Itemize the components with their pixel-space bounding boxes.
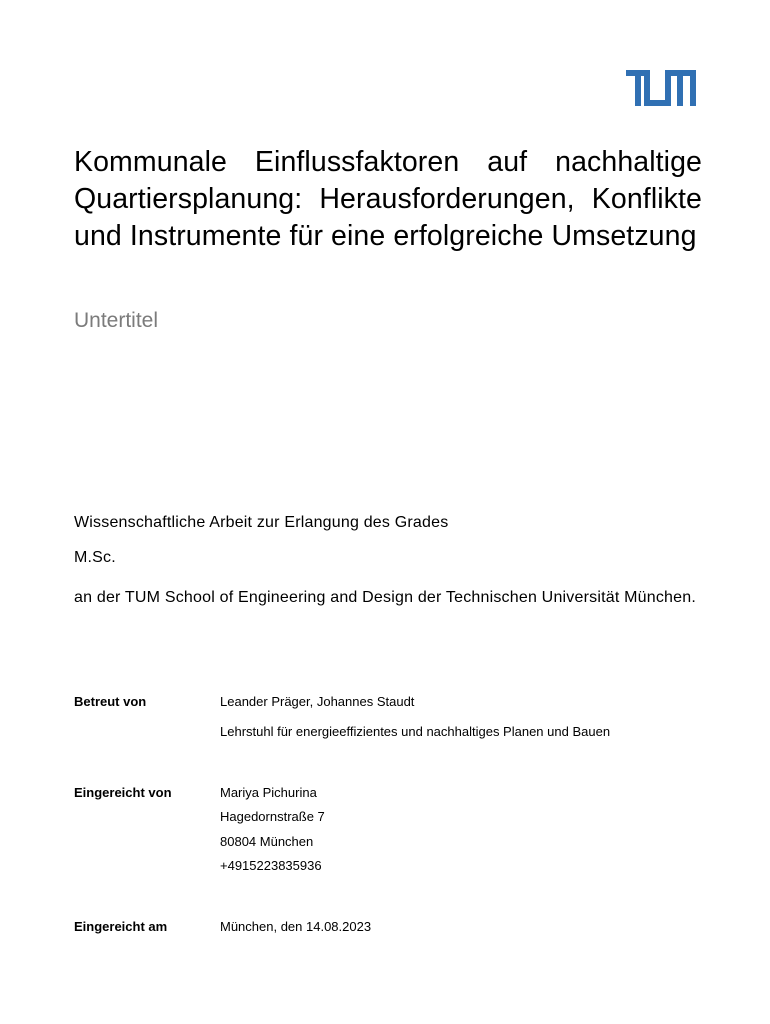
submission-date: München, den 14.08.2023 — [220, 919, 372, 934]
author-street: Hagedornstraße 7 — [220, 809, 325, 824]
supervision-label: Betreut von — [74, 694, 147, 709]
thesis-title: Kommunale Einflussfaktoren auf nachhaltige Quartiersplanung: Herausforderungen, Konflikte und Instrumente für eine erfolgreiche Umsetzung — [74, 146, 702, 252]
thesis-subtitle: Untertitel — [74, 309, 159, 332]
degree-name: M.Sc. — [74, 549, 116, 566]
author-city: 80804 München — [220, 834, 314, 849]
tum-logo — [626, 70, 696, 106]
degree-purpose-text: Wissenschaftliche Arbeit zur Erlangung des Grades — [74, 514, 449, 531]
institution-text: an der TUM School of Engineering and Design der Technischen Universität München. — [74, 589, 696, 606]
supervisor-names: Leander Präger, Johannes Staudt — [220, 694, 415, 709]
author-name: Mariya Pichurina — [220, 785, 317, 800]
submitted-on-label: Eingereicht am — [74, 919, 168, 934]
author-phone: +4915223835936 — [220, 858, 322, 873]
submitted-by-label: Eingereicht von — [74, 785, 172, 800]
chair-name: Lehrstuhl für energieeffizientes und nachhaltiges Planen und Bauen — [220, 724, 611, 739]
